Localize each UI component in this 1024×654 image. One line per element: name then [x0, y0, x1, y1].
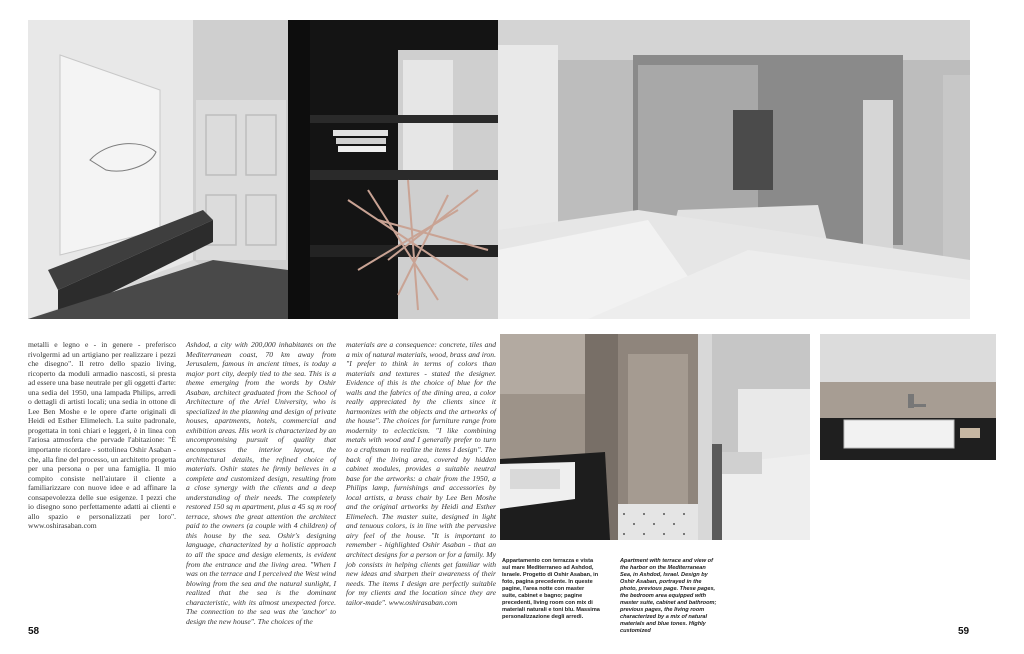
caption-english: Apartment with terrace and view of the harbor on the Mediterranean Sea, in Ashdod, Israel. Design by Oshir Asaban, portrayed in the photo, previous page. These pages, the bedroom area equipped with master suite, cabinet and bathroom; previous pages, the living room characterized by a mix of natural materials and blue tones. Highly customized: [620, 558, 717, 634]
page-number-right: 59: [958, 626, 970, 637]
washbasin-photo: [820, 334, 996, 460]
caption-italian: Appartamento con terrazza e vista sul mare Mediterraneo ad Ashdod, Israele. Progetto di Oshir Asaban, in foto, pagina precedente. In queste pagine, l'area notte con master suite, cabinet e bagno; pagine precedenti, living room con mix di materiali naturali e toni blu. Massima personalizzazione degli arredi.: [502, 558, 600, 620]
bathroom-sink-photo: [500, 334, 618, 540]
english-body-text-column-2: [346, 340, 496, 607]
english-paragraph-1: Ashdod, a city with 200,000 inhabitants on the Mediterranean coast, 70 km away from Jerusalem, famous in ancient times, is today a major port city, deeply tied to the sea. This is a theme emerging from the words by Oshir Asaban, architect graduated from the School of Architecture of the Ariel University, who is specialized in the planning and design of private houses, apartments, hotels, commercial and exhibition areas. His work is characterized by an uncompromising pursuit of quality that encompasses the interior layout, the architectural details, the refined choice of materials. Oshir states he firmly believes in a complete and customized design, resulting from a close synergy with the clients and a deep understanding of their needs. The completely restored 150 sq m apartment, plus a 45 sq m roof terrace, shows the great attention the architect paid to the owners (a couple with 4 children) of this house by the sea. Oshir's designing language, characterized by a holistic approach to all the space and design elements, is evident from the entrance and the living area. "When I was on the terrace and I perceived the West wind blowing from the sea and the natural sunlight, I realized that the sea is the dominant characteristic, with its almost unexpected force. The connection to the sea was the 'anchor' to design the new house". The choices of the: [186, 340, 336, 626]
english-body-text-column-1: [186, 340, 336, 626]
page-number-left: 58: [28, 626, 40, 637]
english-paragraph-2: materials are a consequence: concrete, tiles and a mix of natural materials, wood, brass and iron. "I prefer to think in terms of colors than materials and textures - stated the designer. Evidence of this is the choice of blue for the walls and the fabrics of the dining area, a color really appreciated by the clients since it harmonizes with the objects and the artworks of the house". The choices for furniture range from modernity to eclecticism. "I like combining metals with wood and I generally prefer to turn to a craftsman to realize the items I design". The back of the living area, covered by hidden cabinet modules, provides a suitable neutral base for the artworks: a chair from the 1950, a Philips lamp, furnishings and accessories by local artists, a brass chair by Lee Ben Moshe and the original artworks by Heidi and Esther Elimelech. The master suite, designed in light and tenuous colors, is in line with the pervasive airy feel of the house. "It is important to remember - highlighted Oshir Asaban - that an architect designs for a person or for a family. My job consists in helping clients get familiar with new ideas and sharpen their awareness of their needs. The items I design are perfectly suitable for my clients and the location since they are tailor-made". www.oshirasaban.com: [346, 340, 496, 607]
shower-bedroom-photo: [618, 334, 810, 540]
italian-paragraph: metalli e legno e - in genere - preferisco rivolgermi ad un artigiano per realizzare i pezzi che disegno". Il retro dello spazio living, ricoperto da moduli armadio nascosti, si presta ad essere una base neutrale per gli oggetti d'arte: una sedia del 1950, una lampada Philips, arredi o dettagli di artisti locali; una sedia in ottone di Lee Ben Moshe e le opere d'arte originali di Heidi ed Esther Elimelech. La suite padronale, progettata in toni chiari e leggeri, è in linea con l'ariosa atmosfera che pervade l'abitazione: "È importante ricordare - sottolinea Oshir Asaban - che, alla fine del processo, un architetto progetta per una persona o per una famiglia. Il mio compito consiste nell'aiutare il cliente a familiarizzare con nuove idee e ad affinare la consapevolezza delle sue esigenze. I pezzi che io disegno sono perfettamente adatti ai clienti e allo spazio e personalizzati per loro". www.oshirasaban.com: [28, 340, 176, 531]
bedroom-photo: [498, 20, 970, 319]
hallway-photo: [28, 20, 288, 319]
italian-body-text: [28, 340, 176, 531]
shelving-photo: [288, 20, 498, 319]
